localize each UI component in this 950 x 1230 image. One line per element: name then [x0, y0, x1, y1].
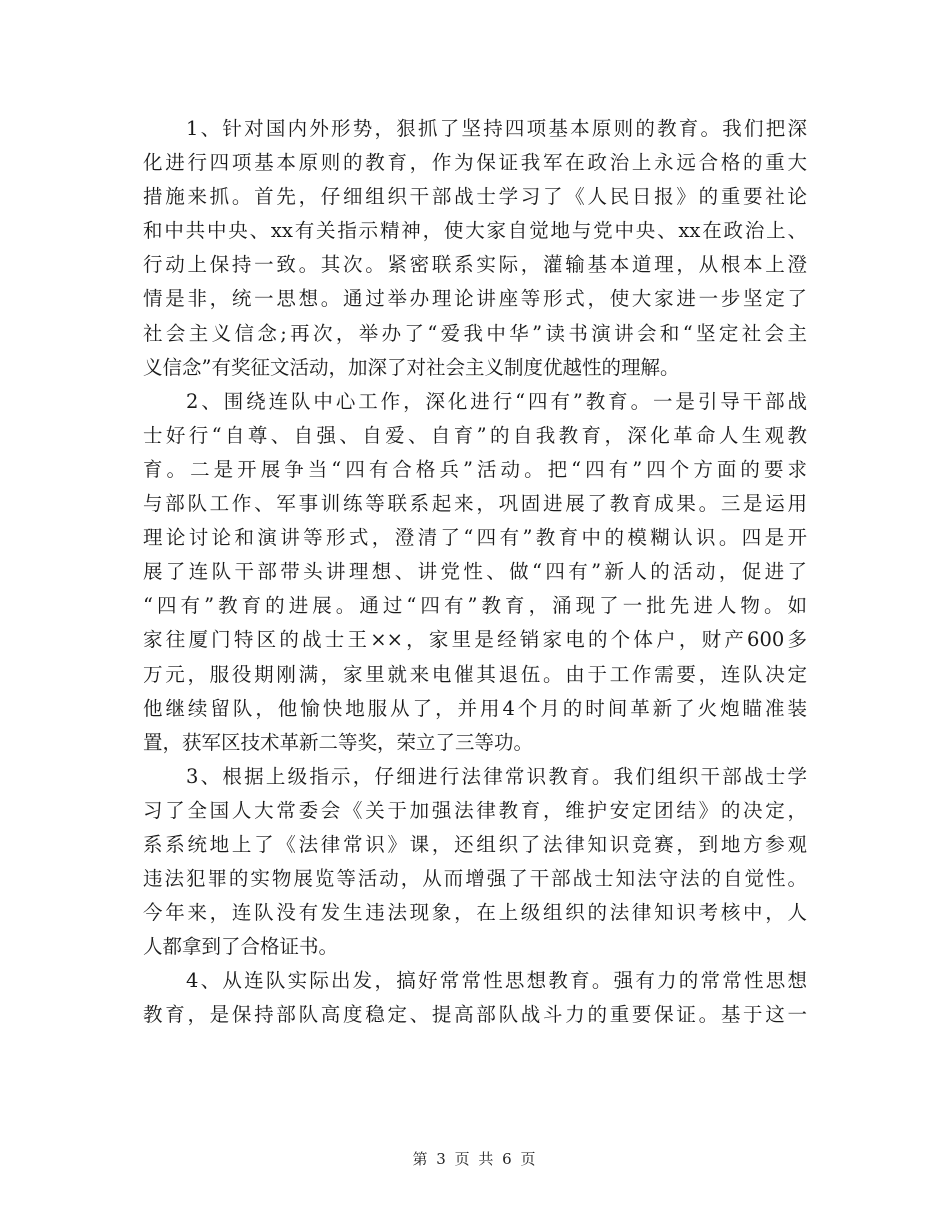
paragraph-3-line: 习了全国人大常委会《关于加强法律教育，维护安定团结》的决定， — [143, 798, 807, 822]
paragraph-2-line: 与部队工作、军事训练等联系起来，巩固进展了教育成果。三是运用 — [143, 492, 807, 516]
paragraph-2-line: 2、围绕连队中心工作，深化进行“四有”教育。一是引导干部战 — [186, 389, 807, 413]
paragraph-3-line: 系系统地上了《法律常识》课，还组织了法律知识竞赛，到地方参观 — [143, 832, 807, 856]
paragraph-1-line: 化进行四项基本原则的教育，作为保证我军在政治上永远合格的重大 — [143, 151, 807, 175]
body-text — [143, 112, 807, 1033]
paragraph-1-line: 措施来抓。首先，仔细组织干部战士学习了《人民日报》的重要社论 — [143, 185, 807, 209]
paragraph-3-line: 违法犯罪的实物展览等活动，从而增强了干部战士知法守法的自觉性。 — [143, 867, 807, 891]
paragraph-2-line: 理论讨论和演讲等形式，澄清了“四有”教育中的模糊认识。四是开 — [143, 526, 807, 550]
page-number-footer: 第 3 页 共 6 页 — [412, 1150, 538, 1168]
paragraph-2-line: 他继续留队，他愉快地服从了，并用4个月的时间革新了火炮瞄准装 — [143, 696, 807, 720]
paragraph-2-line: 家往厦门特区的战士王××，家里是经销家电的个体户，财产600多 — [143, 628, 807, 652]
paragraph-3-line: 人都拿到了合格证书。 — [143, 935, 339, 959]
paragraph-4-line: 教育，是保持部队高度稳定、提高部队战斗力的重要保证。基于这一 — [143, 1003, 807, 1027]
paragraph-2-line: 万元，服役期刚满，家里就来电催其退伍。由于工作需要，连队决定 — [143, 662, 807, 686]
paragraph-4-line: 4、从连队实际出发，搞好常常性思想教育。强有力的常常性思想 — [186, 969, 807, 993]
paragraph-1-line: 社会主义信念;再次，举办了“爱我中华”读书演讲会和“坚定社会主 — [143, 321, 807, 345]
paragraph-3-line: 今年来，连队没有发生违法现象，在上级组织的法律知识考核中，人 — [143, 901, 807, 925]
paragraph-1-line: 1、针对国内外形势，狠抓了坚持四项基本原则的教育。我们把深 — [186, 117, 807, 140]
paragraph-2-line: 育。二是开展争当“四有合格兵”活动。把“四有”四个方面的要求 — [143, 457, 807, 481]
paragraph-1-line: 和中共中央、xx有关指示精神，使大家自觉地与党中央、xx在政治上、 — [143, 219, 807, 243]
paragraph-2-line: 展了连队干部带头讲理想、讲党性、做“四有”新人的活动，促进了 — [143, 560, 807, 584]
paragraph-1-line: 情是非，统一思想。通过举办理论讲座等形式，使大家进一步坚定了 — [143, 287, 807, 311]
paragraph-3-line: 3、根据上级指示，仔细进行法律常识教育。我们组织干部战士学 — [186, 764, 807, 788]
paragraph-2-line: 士好行“自尊、自强、自爱、自育”的自我教育，深化革命人生观教 — [143, 423, 807, 447]
paragraph-1-line: 义信念”有奖征文活动，加深了对社会主义制度优越性的理解。 — [143, 355, 680, 379]
paragraph-1-line: 行动上保持一致。其次。紧密联系实际，灌输基本道理，从根本上澄 — [143, 253, 807, 277]
paragraph-2-line: “四有”教育的进展。通过“四有”教育，涌现了一批先进人物。如 — [143, 594, 807, 618]
paragraph-2-line: 置，获军区技术革新二等奖，荣立了三等功。 — [143, 730, 534, 754]
